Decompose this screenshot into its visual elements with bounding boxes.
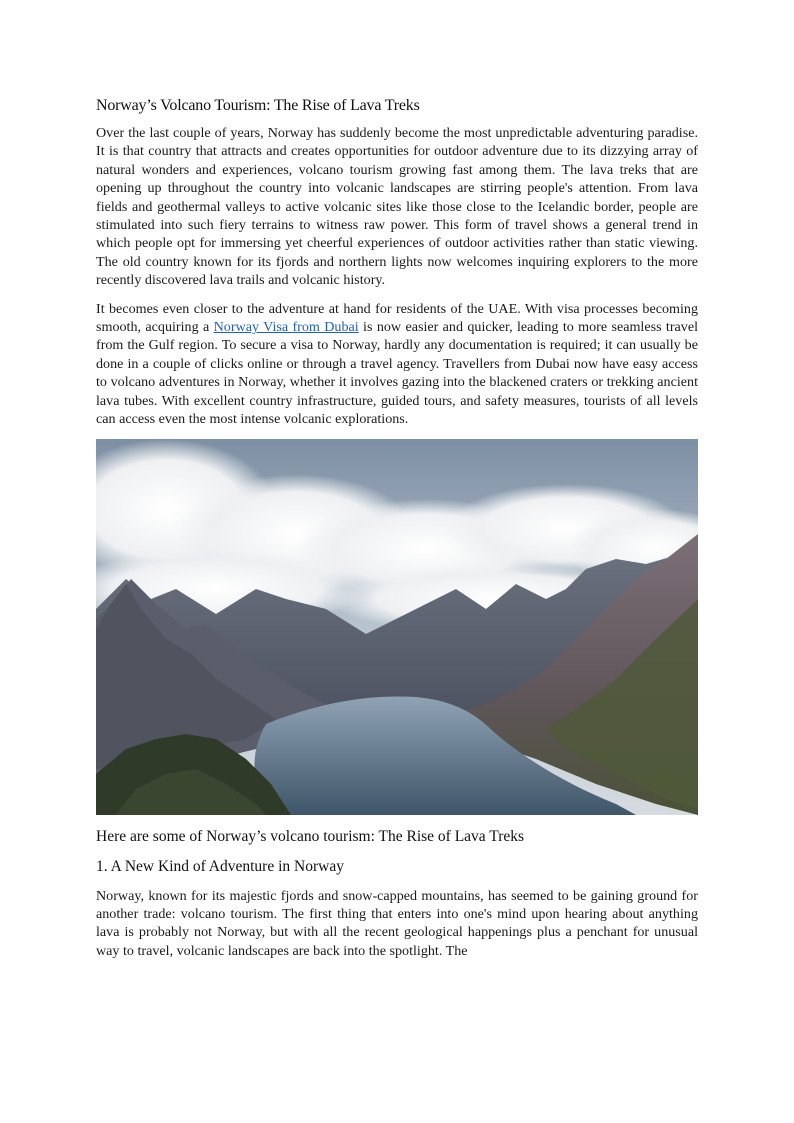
subsection-heading-1: 1. A New Kind of Adventure in Norway bbox=[96, 857, 344, 875]
paragraph-uae bbox=[96, 300, 698, 429]
document-page bbox=[96, 96, 698, 970]
paragraph-uae-text-start: It becomes even closer to the adventure at hand for residents of the UAE. With visa processes becoming smooth, acquiring a bbox=[96, 300, 698, 336]
norway-visa-link[interactable]: Norway Visa from Dubai bbox=[213, 319, 359, 336]
paragraph-new-adventure: Norway, known for its majestic fjords and snow-capped mountains, has seemed to be gaining ground for another trade: volcano tourism. The first thing that enters into one's mind upon hearing about anything lava is probably not Norway, but with all the recent geological happenings plus a penchant for unusual way to travel, volcanic landscapes are back into the spotlight. The bbox=[96, 887, 698, 959]
paragraph-uae-text-end: is now easier and quicker, leading to more seamless travel from the Gulf region. To secure a visa to Norway, hardly any documentation is required; it can usually be done in a couple of clicks online or through a travel agency. Travellers from Dubai now have easy access to volcano adventures in Norway, whether it involves gazing into the blackened craters or trekking ancient lava tubes. With excellent country infrastructure, guided tours, and safety measures, tourists of all levels can access even the most intense volcanic explorations. bbox=[96, 319, 699, 428]
paragraph-intro: Over the last couple of years, Norway has suddenly become the most unpredictable adventuring paradise. It is that country that attracts and creates opportunities for outdoor adventure due to its dizzying array of natural wonders and experiences, volcano tourism growing fast among them. The lava treks that are opening up throughout the country into volcanic landscapes are stirring people's attention. From lava fields and geothermal valleys to active volcanic sites like those close to the Icelandic border, people are stimulated into such fiery terrains to witness raw power. This form of travel shows a general trend in which people opt for immersing yet cheerful experiences of outdoor activities rather than static viewing. The old country known for its fjords and northern lights now welcomes inquiring explorers to the more recently discovered lava trails and volcanic history. bbox=[96, 125, 698, 289]
section-heading: Here are some of Norway’s volcano tourism: The Rise of Lava Treks bbox=[96, 827, 525, 845]
article-title: Norway’s Volcano Tourism: The Rise of Lava Treks bbox=[96, 97, 420, 114]
fjord-landscape-photo bbox=[96, 439, 698, 815]
